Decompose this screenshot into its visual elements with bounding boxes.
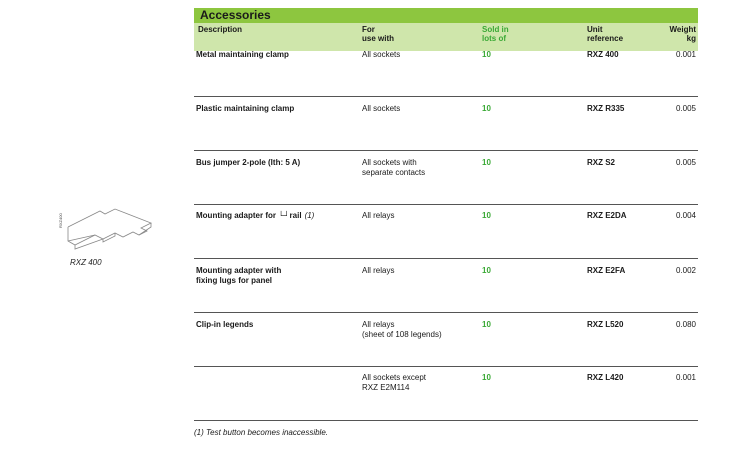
- row-use-with: [362, 373, 482, 393]
- row-use-with: [362, 320, 482, 340]
- row-sold-in-lots: 10: [482, 50, 491, 59]
- header-weight-line1: Weight: [669, 25, 696, 34]
- row-divider: [194, 420, 698, 421]
- row-weight: 0.001: [675, 50, 696, 59]
- row-use-line1: All relays: [362, 320, 395, 329]
- row-description-line1: Bus jumper 2-pole (Ith: 5 A): [196, 158, 301, 167]
- row-use-line2: RXZ E2M114: [362, 383, 410, 392]
- footnote: (1) Test button becomes inaccessible.: [194, 428, 328, 437]
- row-description-note: (1): [304, 211, 315, 220]
- accessories-table: [194, 8, 698, 51]
- header-ref-line2: reference: [587, 34, 624, 43]
- row-sold-in-lots: 10: [482, 211, 491, 220]
- row-description: [196, 266, 356, 286]
- row-use-line1: All sockets with: [362, 158, 417, 167]
- row-use-line1: All sockets: [362, 50, 401, 59]
- header-weight-line2: kg: [686, 34, 696, 43]
- row-weight: 0.005: [675, 158, 696, 167]
- row-unit-reference: RXZ E2DA: [587, 211, 627, 220]
- row-unit-reference: RXZ 400: [587, 50, 619, 59]
- row-use-line1: All relays: [362, 211, 395, 220]
- table-header: [194, 23, 698, 51]
- figure-caption: RXZ 400: [70, 258, 102, 267]
- figure-side-mark: RXZ400: [58, 213, 63, 228]
- header-unit-reference: [587, 25, 623, 43]
- row-unit-reference: RXZ L520: [587, 320, 624, 329]
- row-sold-in-lots: 10: [482, 158, 491, 167]
- row-use-line1: All sockets: [362, 104, 401, 113]
- row-weight: 0.001: [675, 373, 696, 382]
- header-use-line1: For: [362, 25, 375, 34]
- row-use-line2: separate contacts: [362, 168, 426, 177]
- row-weight: 0.005: [675, 104, 696, 113]
- clamp-drawing: [55, 205, 165, 265]
- row-divider: [194, 150, 698, 151]
- row-divider: [194, 366, 698, 367]
- table-title: Accessories: [194, 8, 698, 23]
- row-divider: [194, 258, 698, 259]
- row-description: [196, 320, 356, 330]
- row-description: [196, 50, 356, 60]
- row-sold-in-lots: 10: [482, 104, 491, 113]
- row-sold-in-lots: 10: [482, 266, 491, 275]
- row-weight: 0.002: [675, 266, 696, 275]
- row-use-with: [362, 158, 482, 178]
- row-use-with: [362, 266, 482, 276]
- row-description-line1: Metal maintaining clamp: [196, 50, 289, 59]
- row-divider: [194, 204, 698, 205]
- row-unit-reference: RXZ S2: [587, 158, 616, 167]
- row-weight: 0.004: [675, 211, 696, 220]
- row-sold-in-lots: 10: [482, 320, 491, 329]
- header-description: Description: [198, 25, 243, 34]
- header-use-line2: use with: [362, 34, 395, 43]
- row-divider: [194, 312, 698, 313]
- header-lots-line2: lots of: [482, 34, 506, 43]
- row-description-line1: Mounting adapter with: [196, 266, 282, 275]
- row-description-line1: Mounting adapter for └┘rail: [196, 211, 302, 220]
- header-use-with: [362, 25, 394, 43]
- row-unit-reference: RXZ R335: [587, 104, 625, 113]
- row-description: [196, 104, 356, 114]
- row-sold-in-lots: 10: [482, 373, 491, 382]
- row-use-with: [362, 50, 482, 60]
- row-unit-reference: RXZ L420: [587, 373, 624, 382]
- row-use-line1: All relays: [362, 266, 395, 275]
- row-use-with: [362, 104, 482, 114]
- row-description: [196, 211, 356, 221]
- row-weight: 0.080: [675, 320, 696, 329]
- row-divider: [194, 96, 698, 97]
- row-description-line1: Clip-in legends: [196, 320, 254, 329]
- row-description-line2: fixing lugs for panel: [196, 276, 273, 285]
- row-description: [196, 158, 356, 168]
- header-ref-line1: Unit: [587, 25, 603, 34]
- row-use-line2: (sheet of 108 legends): [362, 330, 442, 339]
- row-use-with: [362, 211, 482, 221]
- row-description-line1: Plastic maintaining clamp: [196, 104, 295, 113]
- row-unit-reference: RXZ E2FA: [587, 266, 626, 275]
- header-lots-line1: Sold in: [482, 25, 509, 34]
- header-sold-in-lots: [482, 25, 509, 43]
- row-use-line1: All sockets except: [362, 373, 427, 382]
- header-weight: [669, 25, 696, 43]
